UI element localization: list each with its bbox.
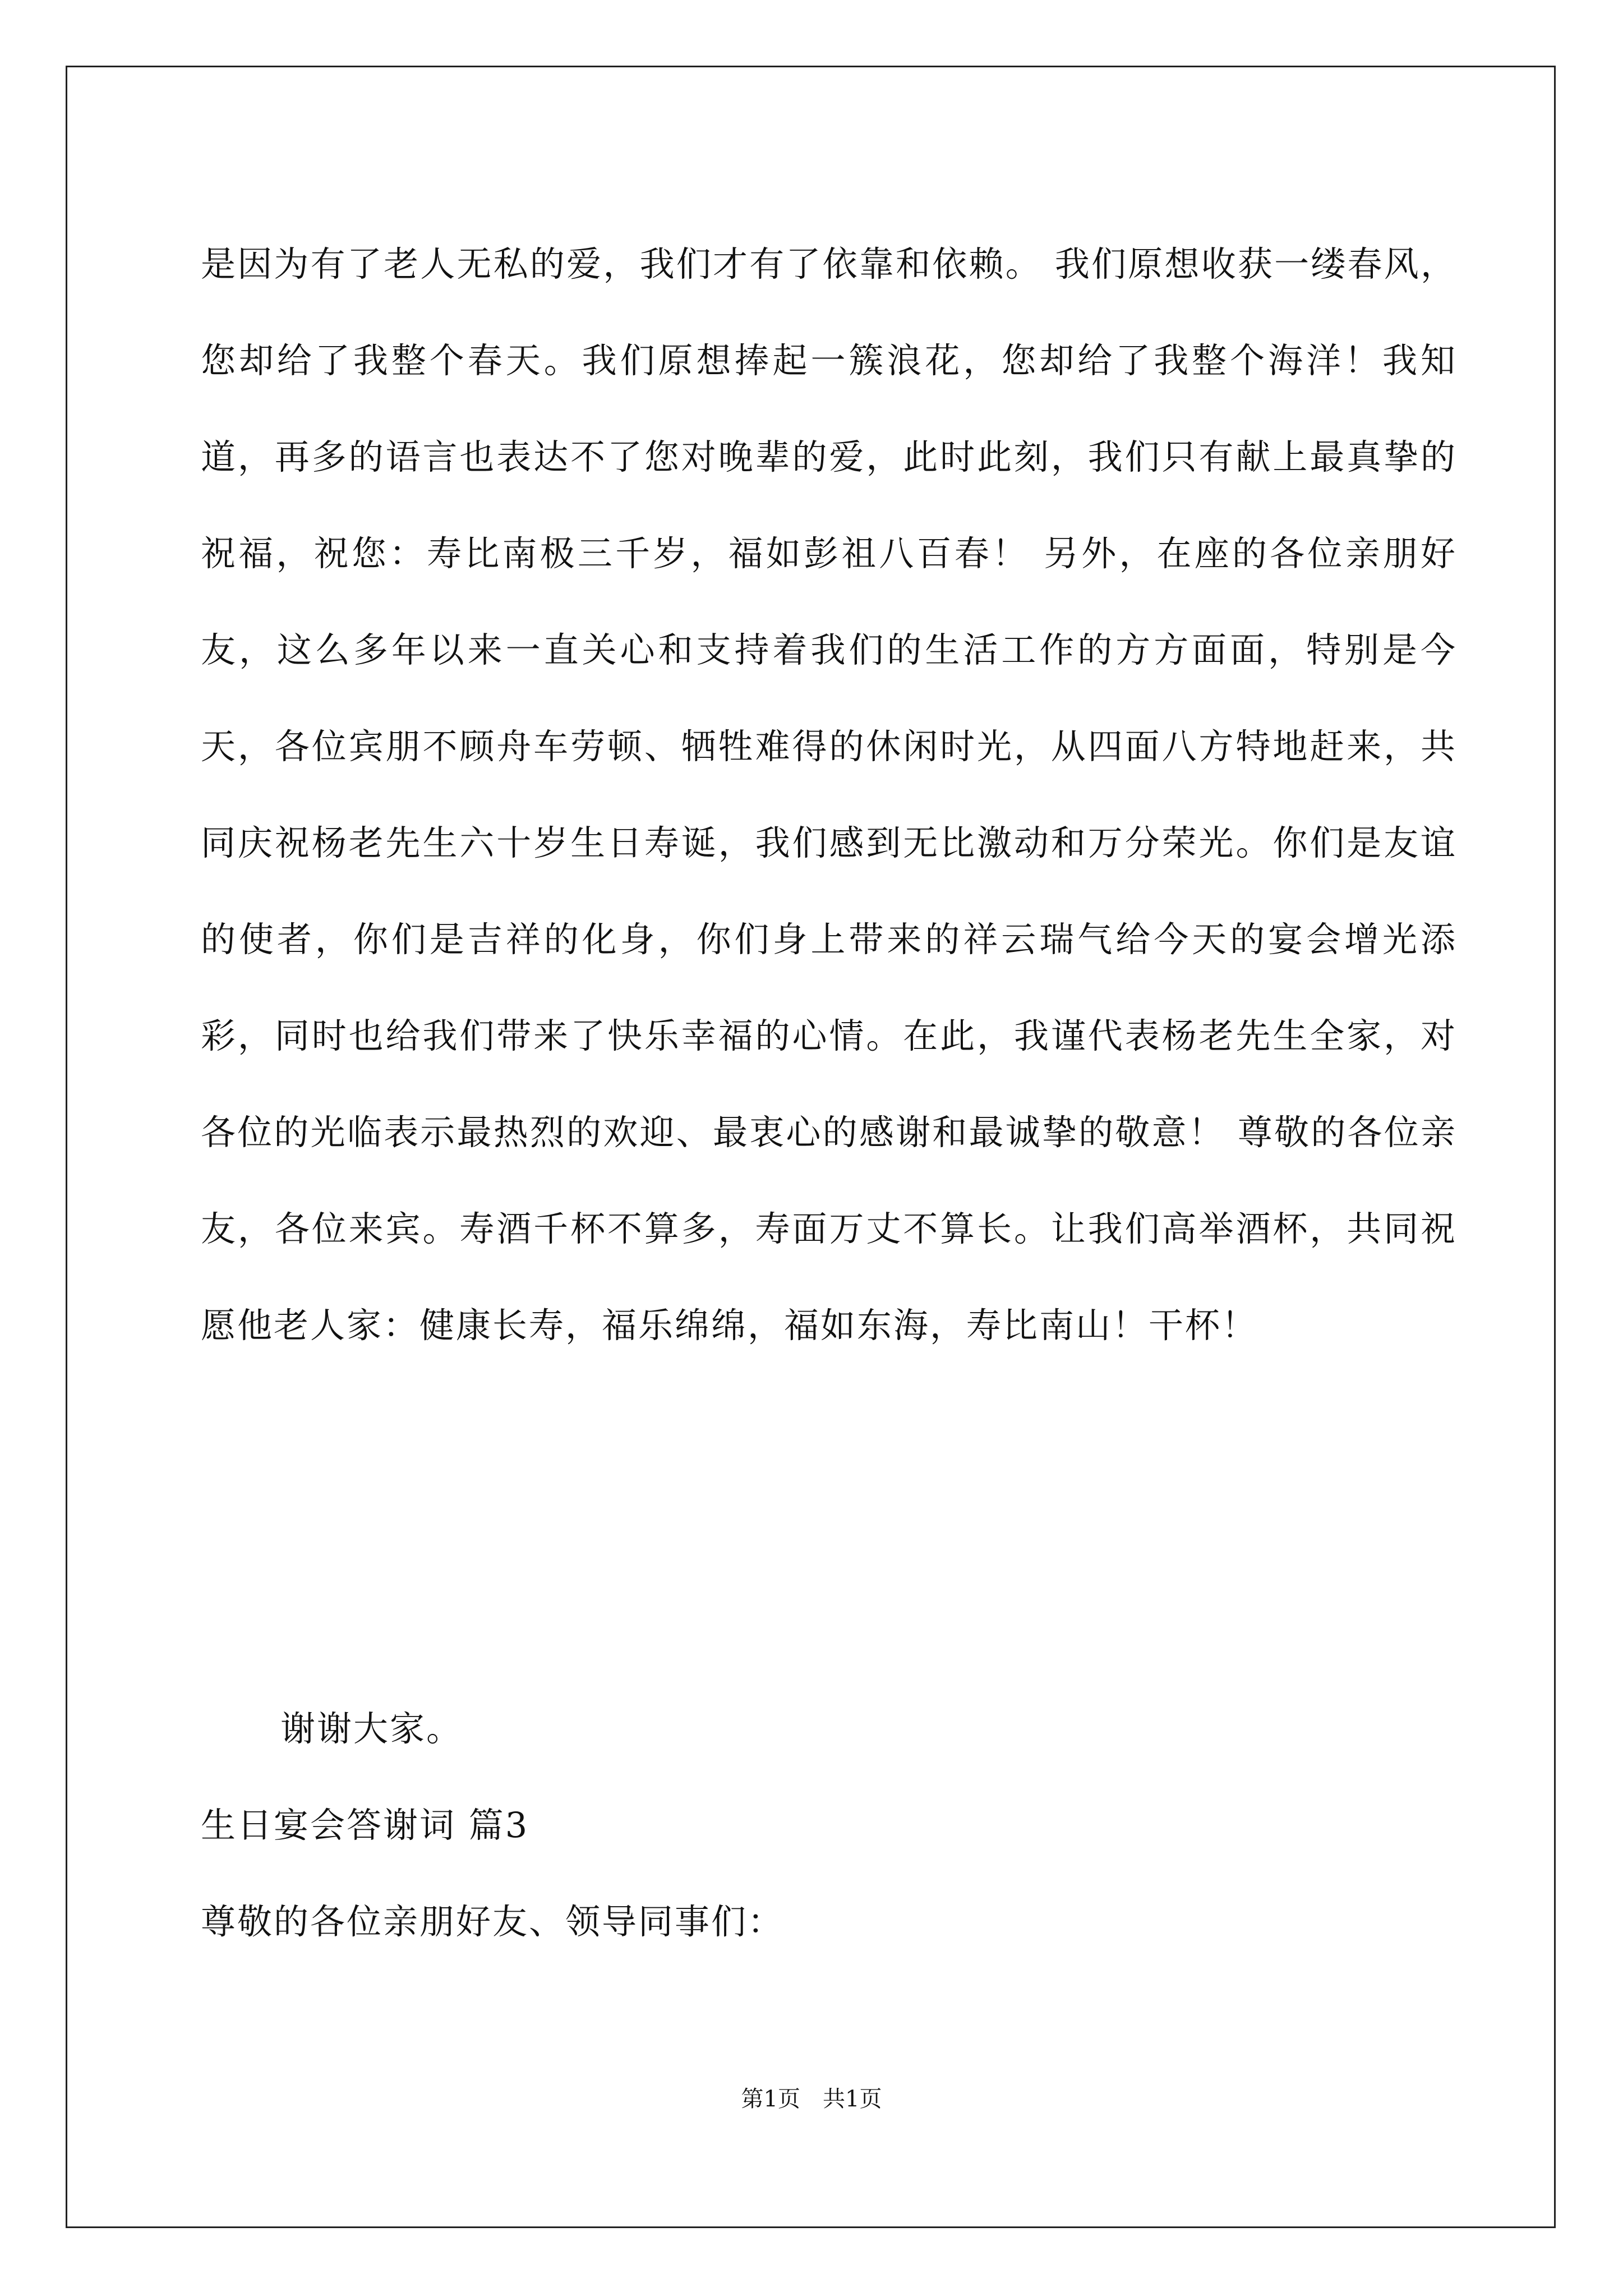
page-footer: 第1页 共1页 — [741, 2086, 882, 2112]
thanks-line: 谢谢大家。 — [280, 1708, 463, 1749]
section-heading: 生日宴会答谢词 篇3 — [201, 1805, 529, 1846]
greeting-line: 尊敬的各位亲朋好友、领导同事们： — [201, 1901, 785, 1942]
body-paragraph: 是因为有了老人无私的爱，我们才有了依靠和依赖。 我们原想收获一缕春风，您却给了我整个春天。我们原想捧起一簇浪花，您却给了我整个海洋！我知道，再多的语言也表达不了您对晚辈的爱，此时此刻，我们只有献上最真挚的祝福，祝您：寿比南极三千岁，福如彭祖八百春！ 另外，在座的各位亲朋好友，这么多年以来一直关心和支持着我们的生活工作的方方面面，特别是今天，各位宾朋不顾舟车劳顿、牺牲难得的休闲时光，从四面八方特地赶来，共同庆祝杨老先生六十岁生日寿诞，我们感到无比激动和万分荣光。你们是友谊的使者，你们是吉祥的化身，你们身上带来的祥云瑞气给今天的宴会增光添彩，同时也给我们带来了快乐幸福的心情。在此，我谨代表杨老先生全家，对各位的光临表示最热烈的欢迎、最衷心的感谢和最诚挚的敬意！ 尊敬的各位亲友，各位来宾。寿酒千杯不算多，寿面万丈不算长。让我们高举酒杯，共同祝愿他老人家：健康长寿，福乐绵绵，福如东海，寿比南山！干杯！ — [201, 243, 1457, 1346]
